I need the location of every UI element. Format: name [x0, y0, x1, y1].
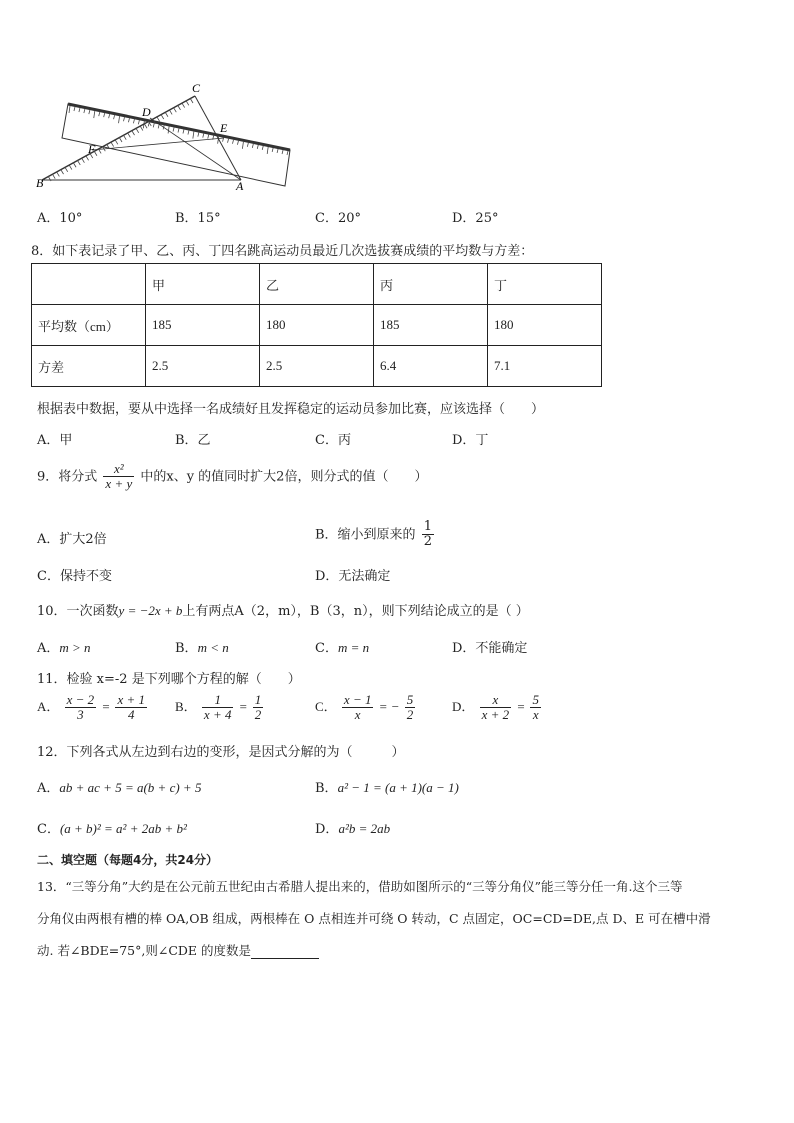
ruler-tick — [74, 107, 75, 111]
q7-option-a: A．10° — [37, 211, 83, 226]
q7-option-d: D．25° — [452, 211, 499, 226]
label-A: A — [236, 179, 244, 193]
label-B: B — [36, 176, 44, 190]
section-title: 二、填空题（每题4分，共24分） — [37, 853, 219, 867]
q9-option-b-text: B．缩小到原来的 — [315, 527, 416, 543]
label-E: E — [220, 121, 228, 135]
q11-a-lnum: x − 2 — [66, 692, 95, 707]
hatch-mark — [119, 137, 122, 142]
q9-frac-num: x² — [103, 462, 134, 477]
label-D: D — [142, 105, 151, 119]
table-cell: 2.5 — [146, 346, 260, 387]
q12-optC-label: C． — [37, 822, 60, 837]
table-cell — [32, 264, 146, 305]
ruler-tick — [124, 117, 125, 121]
q11-b-lnum: 1 — [202, 693, 234, 708]
ruler-tick — [257, 145, 258, 149]
q12-optA-expr: ab + ac + 5 = a(b + c) + 5 — [59, 780, 202, 795]
q12-optD-expr: a²b = 2ab — [338, 821, 391, 836]
q12-option-b — [315, 777, 459, 796]
table-row — [32, 346, 602, 387]
ruler-tick — [262, 146, 263, 150]
ruler-tick — [178, 129, 179, 133]
q11-c-lnum: x − 1 — [343, 692, 372, 707]
answer-blank[interactable] — [251, 946, 319, 959]
q7-option-c: C．20° — [315, 211, 361, 226]
ruler-tick — [247, 143, 248, 147]
q10-optA-label: A． — [37, 641, 60, 656]
ruler-tick — [188, 131, 189, 135]
hatch-mark — [140, 126, 143, 131]
q9-option-a: A．扩大2倍 — [37, 532, 107, 547]
q10-func: y = −2x + b — [118, 603, 183, 618]
q11-optD-label: D． — [452, 698, 475, 714]
ruler-tick — [99, 112, 100, 116]
ruler-tick — [119, 116, 120, 123]
ruler-tick — [237, 141, 238, 145]
q12-optC-expr: (a + b)² = a² + 2ab + b² — [59, 821, 187, 836]
q12-optB-expr: a² − 1 = (a + 1)(a − 1) — [337, 780, 459, 795]
table-cell: 7.1 — [488, 346, 602, 387]
line-DA — [150, 118, 241, 180]
hatch-mark — [157, 116, 160, 121]
q9-optb-den: 2 — [423, 534, 432, 550]
q8-option-a: A．甲 — [37, 433, 73, 448]
ruler-tick — [138, 120, 139, 124]
ruler-tick — [69, 106, 70, 113]
table-cell: 180 — [260, 305, 374, 346]
table-cell: 180 — [488, 305, 602, 346]
hatch-mark — [182, 103, 185, 108]
q9-option-c: C．保持不变 — [37, 569, 112, 584]
ruler-tick — [193, 132, 194, 139]
q8-option-d: D．丁 — [452, 433, 489, 448]
hatch-mark — [132, 130, 135, 135]
hatch-mark — [169, 109, 172, 114]
q10-optA-expr: m > n — [59, 640, 91, 655]
q12-optB-label: B． — [315, 781, 338, 796]
q9-option-b — [315, 520, 436, 550]
ruler-tick — [89, 110, 90, 114]
q9-prefix: 9．将分式 — [37, 469, 98, 485]
q13-line1: 13．“三等分角”大约是在公元前五世纪由古希腊人提出来的，借助如图所示的“三等分角仪”能三等分任一角.这个三等 — [37, 879, 683, 894]
q11-option-d: D． $\frac{x}{x + 2}$ = $\frac{5}{x}$ — [452, 692, 539, 723]
q9-suffix: 中的x、y 的值同时扩大2倍，则分式的值（ ） — [140, 469, 428, 485]
q10-stem — [37, 600, 529, 619]
q11-c-rden: 2 — [406, 707, 414, 723]
hatch-mark — [144, 123, 147, 128]
ruler-tick — [79, 108, 80, 112]
q9-stem — [37, 462, 427, 492]
q9-optb-num: 1 — [423, 519, 432, 534]
q12-stem: 12．下列各式从左边到右边的变形，是因式分解的为（ ） — [37, 745, 405, 760]
ruler-tick — [267, 147, 268, 154]
ruler-tick — [104, 113, 105, 117]
ruler-tick — [277, 149, 278, 153]
q11-optA-label: A． — [37, 698, 60, 714]
q8-option-b: B．乙 — [175, 433, 211, 448]
q7-figure — [30, 78, 300, 193]
q10-option-c — [315, 637, 369, 656]
ruler-tick — [203, 134, 204, 138]
q11-b-rnum: 1 — [254, 692, 262, 707]
table-cell: 185 — [374, 305, 488, 346]
ruler-tick — [173, 127, 174, 131]
q7-option-b: B．15° — [175, 211, 221, 226]
hatch-mark — [173, 107, 176, 112]
table-cell: 185 — [146, 305, 260, 346]
q9-fraction — [103, 462, 134, 492]
q9-frac-den: x + y — [105, 476, 133, 492]
q13-line3 — [37, 941, 319, 959]
table-cell: 平均数（cm） — [32, 305, 146, 346]
q8-table — [31, 263, 602, 387]
ruler-tick — [84, 109, 85, 113]
hatch-mark — [73, 162, 76, 167]
q11-stem: 11．检验 x=-2 是下列哪个方程的解（ ） — [37, 672, 301, 687]
q11-option-a: A． $\frac{x - 2}{3}$ = $\frac{x + 1}{4}$ — [37, 692, 146, 723]
table-cell: 丙 — [374, 264, 488, 305]
hatch-mark — [136, 128, 139, 133]
q10-stem-b: 上有两点 — [182, 604, 235, 619]
ruler-tick — [114, 115, 115, 119]
q11-a-rden: 4 — [127, 707, 135, 723]
q10-option-b — [175, 637, 229, 656]
q11-option-c — [315, 693, 417, 723]
ruler-tick — [282, 150, 283, 154]
q11-option-b: B． $\frac{1}{x + 4}$ = $\frac{1}{2}$ — [175, 692, 262, 723]
hatch-mark — [61, 169, 64, 174]
q11-d-rnum: 5 — [532, 692, 539, 707]
table-cell: 2.5 — [260, 346, 374, 387]
q11-b-lden: x + 4 — [203, 707, 232, 723]
ruler-tick — [109, 114, 110, 118]
hatch-mark — [52, 174, 55, 179]
ruler-tick — [158, 124, 159, 128]
q8-stem: 8．如下表记录了甲、乙、丙、丁四名跳高运动员最近几次选拔赛成绩的平均数与方差： — [31, 244, 534, 259]
hatch-mark — [86, 155, 89, 160]
table-cell: 方差 — [32, 346, 146, 387]
hatch-mark — [81, 158, 84, 163]
label-F: F — [88, 142, 96, 156]
q11-d-lnum: x — [480, 693, 512, 708]
q8-option-c: C．丙 — [315, 433, 351, 448]
table-row — [32, 305, 602, 346]
hatch-mark — [161, 114, 164, 119]
q10-optC-expr: m = n — [337, 640, 370, 655]
ruler-tick — [272, 148, 273, 152]
q11-b-rden: 2 — [254, 707, 262, 723]
q11-optB-label: B． — [175, 698, 197, 714]
q9-option-b-fraction — [422, 520, 434, 550]
ruler-strip — [62, 104, 290, 186]
hatch-mark — [123, 135, 126, 140]
ruler-tick — [198, 133, 199, 137]
hatch-mark — [186, 100, 189, 105]
hatch-mark — [77, 160, 80, 165]
hatch-mark — [69, 165, 72, 170]
table-row — [32, 264, 602, 305]
ruler-tick — [128, 118, 129, 122]
hatch-mark — [190, 98, 193, 103]
q9-option-d: D．无法确定 — [315, 569, 391, 584]
hatch-mark — [111, 142, 114, 147]
q10-stem-c: ，则下列结论成立的是（ ） — [368, 604, 529, 619]
q12-optA-label: A． — [37, 781, 60, 796]
ruler-tick — [228, 139, 229, 143]
q11-a-lden: 3 — [77, 707, 84, 723]
q10-optC-label: C． — [315, 641, 338, 656]
q11-c-sign: = − — [378, 698, 400, 714]
q12-option-c — [37, 818, 187, 837]
q10-optB-label: B． — [175, 641, 198, 656]
q11-c-rnum: 5 — [406, 692, 414, 707]
ruler-tick — [133, 119, 134, 123]
q10-stem-a: 10．一次函数 — [37, 604, 119, 619]
q11-d-lden: x + 2 — [481, 707, 510, 723]
q12-option-d — [315, 818, 390, 837]
ruler-tick — [94, 111, 95, 118]
q10-points: A（2，m），B（3，n） — [234, 604, 369, 619]
q13-line2: 分角仪由两根有槽的棒 OA,OB 组成，两根棒在 O 点相连并可绕 O 转动，C 点固定，OC=CD=DE,点 D、E 可在槽中滑 — [37, 911, 711, 926]
ruler-tick — [252, 144, 253, 148]
q10-option-d: D．不能确定 — [452, 641, 528, 656]
ruler-tick — [233, 140, 234, 144]
q12-option-a — [37, 777, 201, 796]
q11-d-rden: x — [532, 707, 539, 723]
ruler-tick — [208, 135, 209, 139]
hatch-mark — [165, 112, 168, 117]
q11-c-lden: x — [354, 707, 361, 723]
q8-question: 根据表中数据，要从中选择一名成绩好且发挥稳定的运动员参加比赛，应该选择（ ） — [37, 402, 545, 417]
hatch-mark — [115, 139, 118, 144]
q11-optC-label: C． — [315, 698, 337, 714]
label-C: C — [192, 81, 201, 95]
hatch-mark — [127, 132, 130, 137]
table-cell: 甲 — [146, 264, 260, 305]
q10-optB-expr: m < n — [197, 640, 229, 655]
q13-line3-text: 动. 若∠BDE=75°,则∠CDE 的度数是 — [37, 943, 252, 958]
table-cell: 丁 — [488, 264, 602, 305]
q11-a-rnum: x + 1 — [117, 692, 146, 707]
ruler-tick — [183, 130, 184, 134]
hatch-mark — [56, 171, 59, 176]
ruler-tick — [287, 151, 288, 155]
ruler-tick — [242, 142, 243, 149]
table-cell: 6.4 — [374, 346, 488, 387]
table-cell: 乙 — [260, 264, 374, 305]
hatch-mark — [65, 167, 68, 172]
hatch-mark — [177, 105, 180, 110]
ruler-tick — [153, 123, 154, 127]
q12-optD-label: D． — [315, 822, 339, 837]
q10-option-a — [37, 637, 91, 656]
